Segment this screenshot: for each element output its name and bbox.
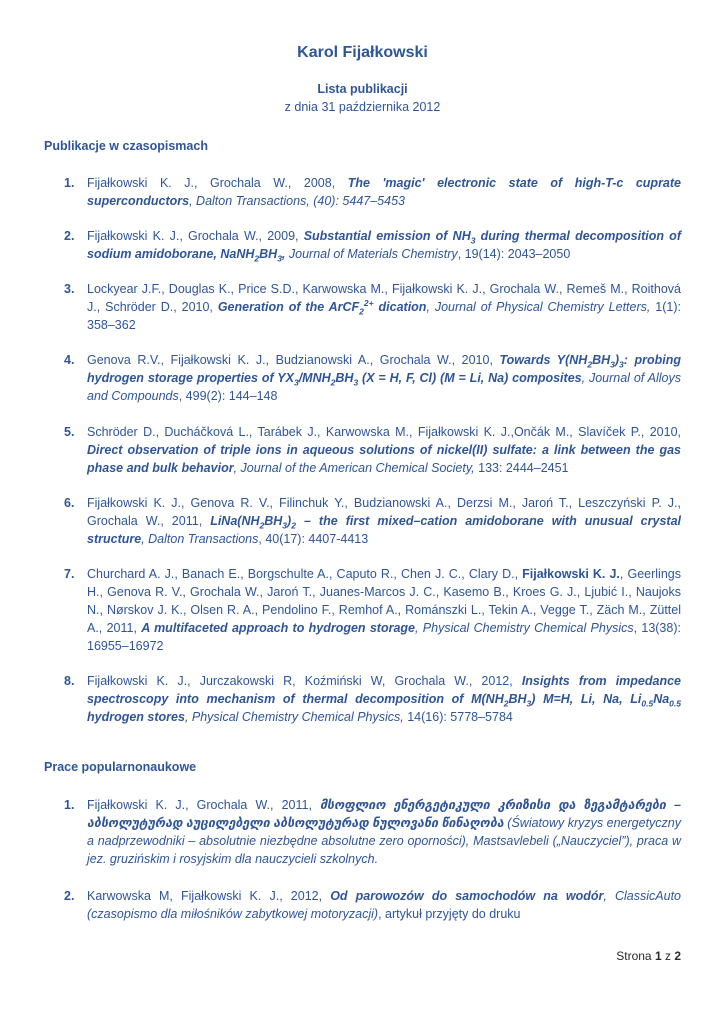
entry-title: Direct observation of triple ions in aqueous solutions of nickel(II) sulfate: a link between the gas phase and bulk behavior — [87, 443, 681, 475]
publication-entry — [64, 565, 681, 655]
entry-pages: , 499(2): 144–148 — [178, 389, 278, 403]
entry-authors-rest: , Geerlings H., Genova R. V., Grochala W., Jaroń T., Juanes-Marcos J. C., Kasemo B., Kroes G. J., Ljubić I., Naujoks N., Nørskov J. K., Olsen R. A., Pendolino F., Remhof A., Románszki L., Tekin A., Vegge T., Zäch M., Züttel A., 2011, — [87, 567, 681, 635]
entry-title: Towards $Y(NH_2BH_3)_3$: probing hydrogen storage properties of $YX_3/MNH_2BH_3$ (X = H, F, Cl) (M = Li, Na) composites — [87, 353, 681, 388]
entry-journal: Journal of Materials Chemistry — [285, 247, 458, 261]
entry-title: $LiNa(NH_2BH_3)_2$ – the first mixed–cation amidoborane with unusual crystal structure — [87, 514, 681, 546]
page-label: Strona — [616, 949, 652, 963]
entry-title: Substantial emission of $NH_3$ during thermal decomposition of sodium amidoborane, $NaNH_2BH_3$, — [87, 229, 681, 264]
document-title: Lista publikacji — [317, 82, 408, 96]
section-heading-popular: Prace popularnonaukowe — [44, 760, 197, 774]
entry-journal: , Dalton Transactions — [141, 532, 259, 546]
entry-title: A multifaceted approach to hydrogen storage — [141, 621, 416, 635]
popular-publication-entry — [64, 887, 681, 923]
entry-number: 1. — [64, 176, 75, 190]
entry-pages: 133: 2444–2451 — [474, 461, 569, 475]
document-date: z dnia 31 października 2012 — [284, 100, 441, 114]
entry-status: , artykuł przyjęty do druku — [378, 907, 521, 921]
entry-title: მსოფლიო ენერგეტიკული კრიზისი და ზეგამტარები – აბსოლუტურად აუცილებელი აბსოლუტურად ნულოვანი წინაღობა — [87, 798, 682, 830]
entry-pages: , 13(38): 16955–16972 — [87, 621, 681, 653]
entry-authors: Fijałkowski K. J., Genova R. V., Filinchuk Y., Budzianowski A., Derzsi M., Jaroń T., Leszczyński P. J., Grochala W., 2011, — [87, 496, 681, 528]
current-page: 1 — [654, 949, 662, 963]
entry-pages: 1(1): 358–362 — [87, 300, 681, 332]
publication-entry — [64, 351, 681, 405]
entry-authors: Karwowska M, Fijałkowski K. J., 2012, — [87, 889, 331, 903]
entry-pages: , 19(14): 2043–2050 — [457, 247, 571, 261]
entry-authors: Schröder D., Ducháčková L., Tarábek J., Karwowska M., Fijałkowski K. J.,Ončák M., Slavíček P., 2010, — [87, 425, 681, 439]
entry-authors: Fijałkowski K. J., Grochala W., 2009, — [87, 229, 304, 243]
entry-number: 1. — [64, 798, 75, 812]
entry-number: 4. — [64, 353, 75, 367]
entry-authors: Fijałkowski K. J., Grochala W., 2011, — [87, 798, 321, 812]
entry-number: 7. — [64, 567, 75, 581]
entry-pages: , 40(17): 4407-4413 — [258, 532, 369, 546]
publication-entry — [64, 423, 681, 477]
entry-title: Generation of the ArCF$_2^{2+}$ dication — [217, 297, 427, 317]
entry-journal: , Dalton Transactions, (40): 5447–5453 — [189, 194, 405, 208]
entry-authors: Churchard A. J., Banach E., Borgschulte A., Caputo R., Chen J. C., Clary D., — [87, 567, 523, 581]
entry-number: 6. — [64, 496, 75, 510]
entry-journal: , Physical Chemistry Chemical Physics — [415, 621, 634, 635]
entry-title: Od parowozów do samochodów na wodór — [330, 889, 604, 903]
entry-pages: 14(16): 5778–5784 — [403, 710, 513, 724]
section-heading-journals: Publikacje w czasopismach — [44, 139, 208, 153]
entry-authors: Lockyear J.F., Douglas K., Price S.D., Karwowska M., Fijałkowski K. J., Grochala W., Remeš M., Roithová J., Schröder D., 2010, — [87, 282, 681, 314]
entry-number: 8. — [64, 674, 75, 688]
entry-authors: Fijałkowski K. J., Grochala W., 2008, — [87, 176, 348, 190]
author-name: Karol Fijałkowski — [297, 44, 428, 61]
publication-entry — [64, 672, 681, 726]
publication-entry — [64, 174, 681, 210]
publication-entry — [64, 280, 681, 334]
entry-journal: (Światowy kryzys energetyczny a nadprzewodniki – absolutnie niezbędne absolutne zero oporności), Mastsavlebeli („Nauczyciel”), praca w jez. gruzińskim i rosyjskim dla nauczycieli szkolnych. — [87, 816, 682, 866]
page-number — [616, 949, 681, 963]
entry-journal: , ClassicAuto (czasopismo dla miłośników zabytkowej motoryzacji) — [87, 889, 681, 921]
entry-title: Insights from impedance spectroscopy into mechanism of thermal decomposition of $M(NH_2BH_3)$ M=H, Li, Na, $Li_{0.5}Na_{0.5}$ hydrogen stores — [87, 674, 682, 724]
entry-number: 3. — [64, 282, 75, 296]
entry-author-highlight: Fijałkowski K. J. — [522, 567, 620, 581]
entry-journal: , Journal of Physical Chemistry Letters, — [426, 300, 651, 314]
publication-entry — [64, 227, 681, 263]
total-pages: 2 — [674, 949, 681, 963]
entry-journal: , Physical Chemistry Chemical Physics, — [184, 710, 404, 724]
popular-publication-entry — [64, 796, 681, 868]
entry-title: The 'magic' electronic state of high-T-c cuprate superconductors — [87, 176, 681, 208]
entry-journal: , Journal of the American Chemical Society, — [233, 461, 475, 475]
entry-number: 5. — [64, 425, 75, 439]
entry-journal: , Journal of Alloys and Compounds — [87, 371, 681, 403]
entry-number: 2. — [64, 229, 75, 243]
entry-authors: Fijałkowski K. J., Jurczakowski R, Koźmiński W, Grochala W., 2012, — [87, 674, 522, 688]
entry-number: 2. — [64, 889, 75, 903]
publication-entry — [64, 494, 681, 548]
entry-authors: Genova R.V., Fijałkowski K. J., Budzianowski A., Grochala W., 2010, — [87, 353, 500, 367]
page-of: z — [664, 949, 671, 963]
